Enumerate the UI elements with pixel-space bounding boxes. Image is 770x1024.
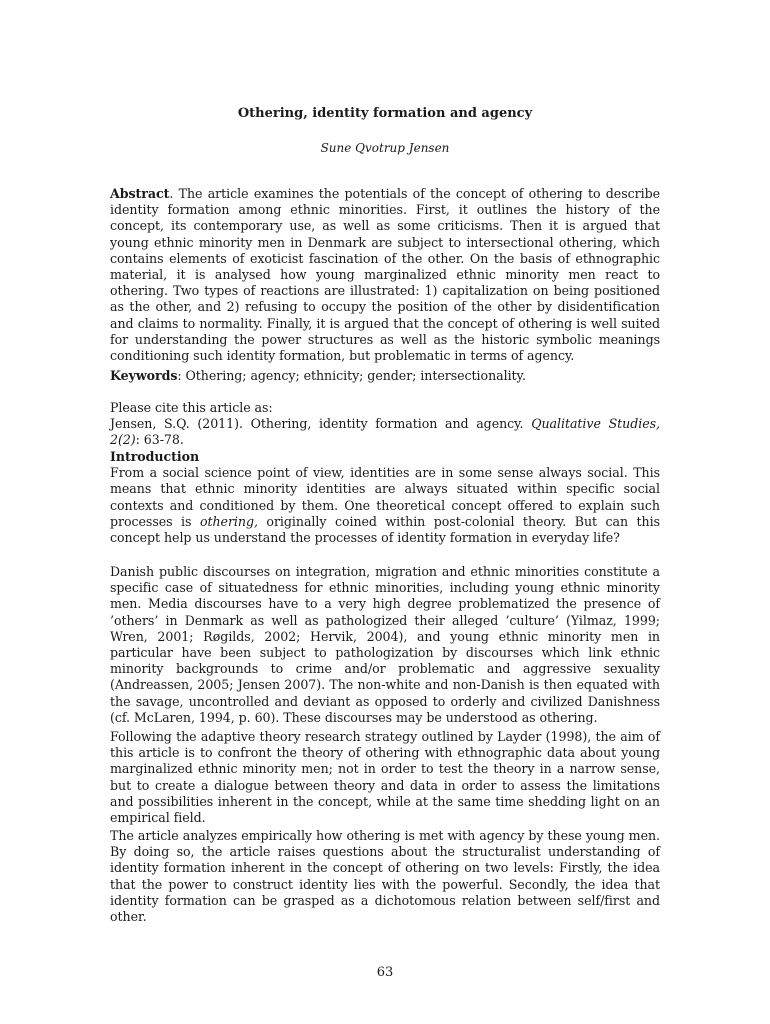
abstract-section: [110, 186, 660, 364]
page-number: 63: [376, 965, 394, 980]
introduction-paragraph-3: [110, 729, 660, 826]
intro-p1-emphasis: othering,: [199, 513, 258, 529]
intro-p1-start: From a social science point of view, identities are in some sense always social. This means that ethnic minority identities are always situated within specific social contexts and conditioned by them. One theoretical concept offered to explain such processes is: [110, 465, 660, 529]
intro-p1-end: originally coined within post-colonial theory. But can this concept help us understand the processes of identity formation in everyday life?: [110, 513, 661, 546]
abstract-label: Abstract: [110, 186, 170, 201]
abstract-paragraph: [110, 186, 660, 364]
keywords-paragraph: [110, 368, 660, 384]
keywords-text: : Othering; agency; ethnicity; gender; intersectionality.: [177, 368, 526, 383]
keywords-label: Keywords: [110, 368, 178, 383]
paper-page: [110, 0, 660, 1024]
article-author: Sune Qvotrup Jensen: [320, 141, 450, 155]
intro-p2-text: Danish public discourses on integration, migration and ethnic minorities constitute a specific case of situatedness for ethnic minorities, including young ethnic minority men. Media discourses have to a very high degree problematized the presence of ’others’ in Denmark as well as pathologized their alleged ’culture’ (Yilmaz, 1999; Wren, 2001; Røgilds, 2002; Hervik, 2004), and young ethnic minority men in particular have been subject to pathologization by discourses which link ethnic minority backgrounds to crime and/or problematic and aggressive sexuality (Andreassen, 2005; Jensen 2007). The non-white and non-Danish is then equated with the savage, uncontrolled and deviant as opposed to orderly and civilized Danishness (cf. McLaren, 1994, p. 60). These discourses may be understood as othering.: [110, 564, 660, 725]
citation-pages: : 63-78.: [135, 432, 184, 448]
abstract-text: . The article examines the potentials of the concept of othering to describe identity formation among ethnic minorities. First, it outlines the history of the concept, its contemporary use, as well as some criticisms. Then it is argued that young ethnic minority men in Denmark are subject to intersectional othering, which contains elements of exoticist fascination of the other. On the basis of ethnographic material, it is analysed how young marginalized ethnic minority men react to othering. Two types of reactions are illustrated: 1) capitalization on being positioned as the other, and 2) refusing to occupy the position of the other by disidentification and claims to normality. Finally, it is argued that the concept of othering is well suited for understanding the power structures as well as the historic symbolic meanings conditioning such identity formation, but problematic in terms of agency.: [110, 186, 660, 364]
introduction-section: [110, 449, 660, 546]
article-title: Othering, identity formation and agency: [237, 106, 533, 121]
citation-intro: Please cite this article as:: [110, 400, 273, 415]
intro-p4-text: The article analyzes empirically how othering is met with agency by these young men. By doing so, the article raises questions about the structuralist understanding of identity formation inherent in the concept of othering on two levels: Firstly, the idea that the power to construct identity lies with the powerful. Secondly, the idea that identity formation can be grasped as a dichotomous relation between self/first and other.: [110, 828, 660, 925]
citation-journal: Qualitative Studies, 2(2): [110, 416, 660, 448]
citation-ref-start: Jensen, S.Q. (2011). Othering, identity formation and agency.: [110, 416, 532, 432]
citation-reference: [110, 416, 660, 448]
introduction-paragraph-2: [110, 564, 660, 726]
citation-section: [110, 400, 660, 449]
introduction-paragraph-4: [110, 828, 660, 925]
introduction-paragraph-1: [110, 465, 660, 546]
keywords-section: [110, 368, 660, 384]
introduction-heading: Introduction: [110, 449, 200, 464]
intro-p3-text: Following the adaptive theory research strategy outlined by Layder (1998), the aim of this article is to confront the theory of othering with ethnographic data about young marginalized ethnic minority men; not in order to test the theory in a narrow sense, but to create a dialogue between theory and data in order to assess the limitations and possibilities inherent in the concept, while at the same time shedding light on an empirical field.: [110, 729, 660, 826]
